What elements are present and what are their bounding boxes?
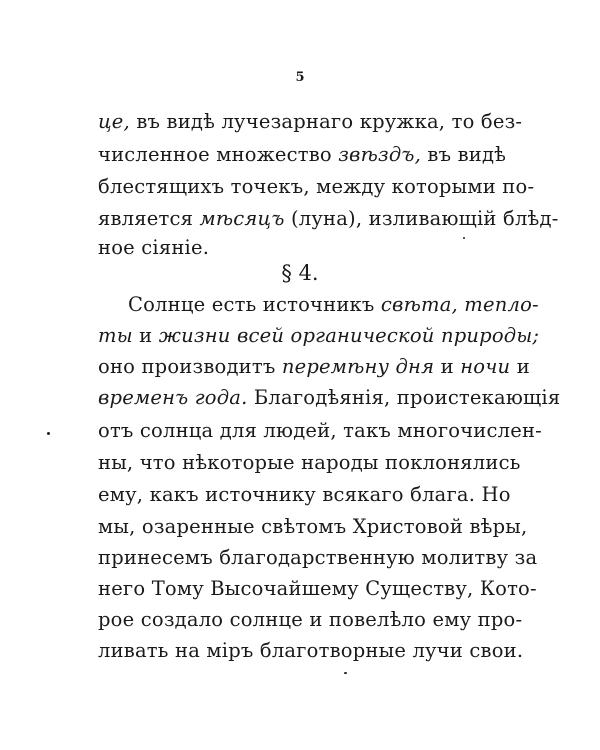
text-run: Солнце есть источникъ <box>128 293 381 316</box>
italic-word: временъ года. <box>98 386 248 409</box>
text-run: въ видѣ лучезарнаго кружка, то без- <box>129 110 523 133</box>
text-run: мы, озаренные свѣтомъ Христовой вѣры, <box>98 515 528 538</box>
text-line <box>128 290 539 320</box>
italic-word: звѣздъ, <box>338 143 421 166</box>
text-line <box>98 107 523 137</box>
text-run: ливать на міръ благотворные лучи свои. <box>98 639 524 662</box>
text-run: является <box>98 207 200 230</box>
scan-speck <box>344 672 347 674</box>
text-line <box>98 352 530 382</box>
text-run: въ видѣ <box>421 143 507 166</box>
text-line <box>98 512 528 542</box>
text-run: Благодѣянія, проистекающія <box>247 386 561 409</box>
text-line <box>98 172 535 202</box>
text-run: ему, какъ источнику всякаго блага. Но <box>98 483 511 506</box>
italic-word: це, <box>98 110 130 133</box>
text-run: принесемъ благодарственную молитву за <box>98 546 538 569</box>
text-line <box>98 416 542 446</box>
italic-word: жизни всей органической природы; <box>158 324 540 347</box>
text-line <box>98 321 540 351</box>
text-run: рое создало солнце и повелѣло ему про- <box>98 608 523 631</box>
text-line <box>98 480 511 510</box>
text-run: ное сіяніе. <box>98 236 210 259</box>
text-run: оно производитъ <box>98 355 282 378</box>
scan-speck <box>463 237 465 239</box>
text-run: блестящихъ точекъ, между которыми по- <box>98 175 535 198</box>
text-run: ны, что нѣкоторые народы поклонялись <box>98 451 521 474</box>
text-run: него Тому Высочайшему Существу, Кото- <box>98 577 537 600</box>
italic-word: мѣсяцъ <box>199 207 285 230</box>
text-line <box>98 636 524 666</box>
section-heading: § 4. <box>281 261 319 285</box>
text-run: численное множество <box>98 143 339 166</box>
text-line <box>98 140 507 170</box>
text-line <box>98 574 537 604</box>
text-run: (луна), изливающій блѣд- <box>284 207 559 230</box>
page-number: 5 <box>295 70 305 85</box>
italic-word: ночи <box>460 355 511 378</box>
italic-word: свѣта, тепло- <box>380 293 539 316</box>
italic-word: перемѣну дня <box>281 355 435 378</box>
text-run: и <box>434 355 461 378</box>
text-line <box>98 448 521 478</box>
text-line <box>98 605 523 635</box>
text-line <box>98 383 561 413</box>
text-line <box>98 543 538 573</box>
scan-speck <box>47 432 50 435</box>
italic-word: ты <box>98 324 133 347</box>
text-run: отъ солнца для людей, такъ многочислен- <box>98 419 542 442</box>
text-run: и <box>132 324 159 347</box>
text-run: и <box>510 355 530 378</box>
text-line <box>98 204 559 234</box>
